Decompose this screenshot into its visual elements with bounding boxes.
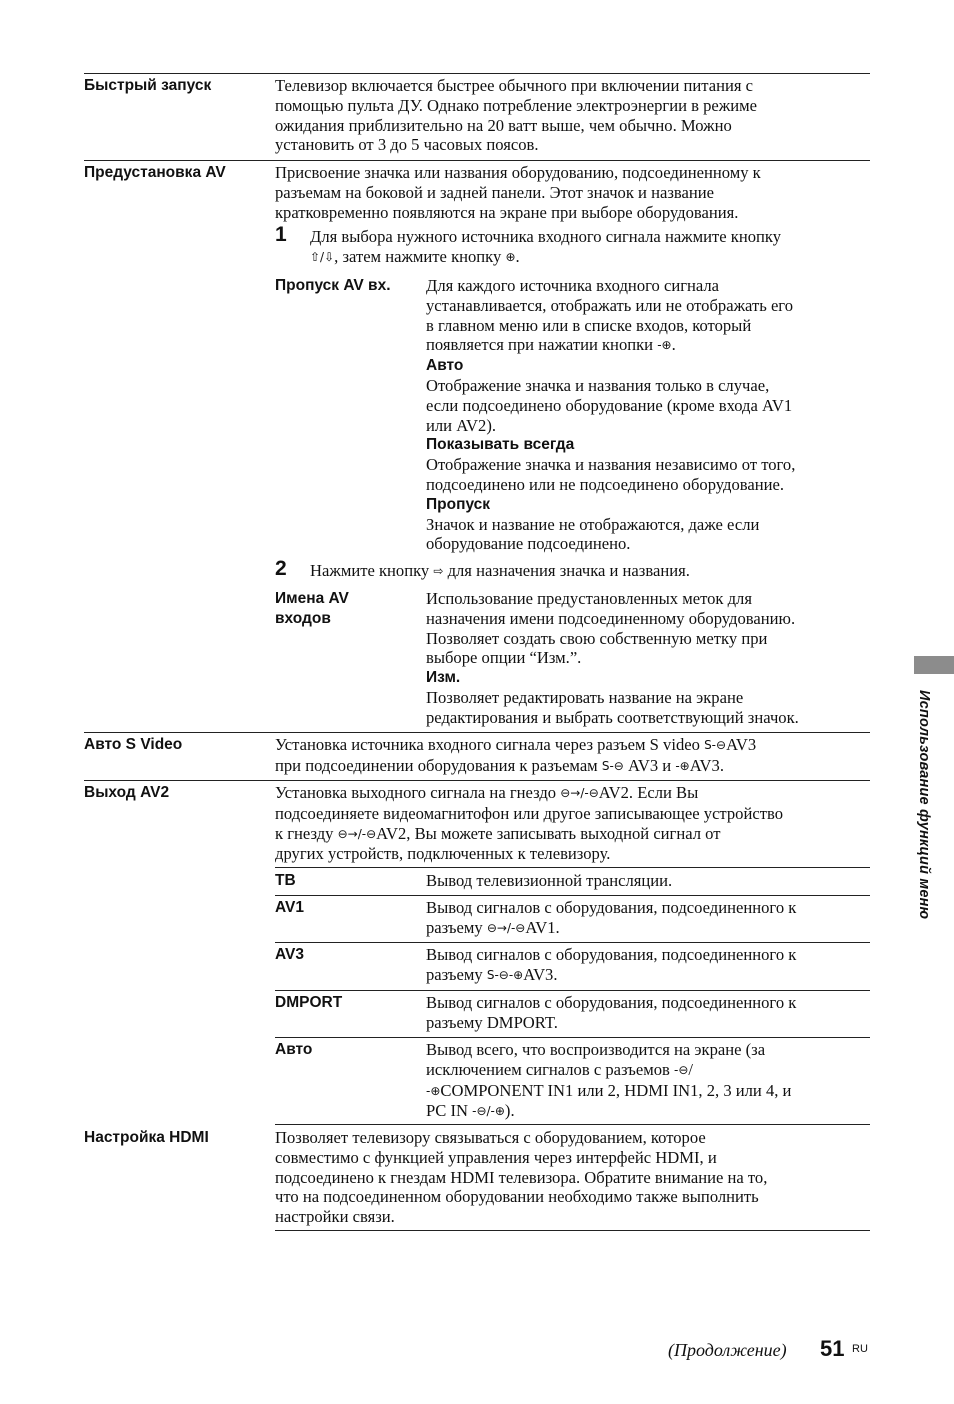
- svideo-input-icon: S-⊖: [486, 967, 509, 982]
- pc-input-icon: -⊖/-⊕: [472, 1104, 505, 1119]
- svideo-input-icon: S-⊖: [601, 758, 624, 773]
- step-2-text: Нажмите кнопку ⇨ для назначения значка и названия.: [310, 561, 690, 580]
- video-input-icon: -⊕: [508, 967, 524, 982]
- av2-sub-av1-label: AV1: [275, 899, 305, 916]
- hdmi-settings-description: Позволяет телевизору связываться с оборудованием, которое совместимо с функцией управления через интерфейс HDMI, и подсоединено к гнездам HDMI телевизора. Обратите внимание на то, что на подсоединенном оборудовании необходимо также выполнить настройки связи.: [275, 1128, 768, 1227]
- auto-svideo-description: Установка источника входного сигнала через разъем S video S-⊖AV3 при подсоединении оборудования к разъемам S-⊖ AV3 и -⊕AV3.: [275, 735, 757, 775]
- step-1-number: 1: [275, 223, 287, 246]
- section-tab-marker: [914, 656, 954, 674]
- section-side-title: Использование функций меню: [916, 690, 932, 920]
- quick-start-label: Быстрый запуск: [84, 77, 212, 94]
- rule-top: [84, 73, 870, 74]
- component-jack-icon: -⊖: [674, 1062, 689, 1077]
- av-names-label: Имена AV входов: [275, 590, 349, 627]
- option-edit: Изм.: [426, 669, 461, 687]
- component-input-icon: -⊕: [426, 1083, 441, 1098]
- step-1-text: Для выбора нужного источника входного сигнала нажмите кнопку ⇧/⇩, затем нажмите кнопку ⊕.: [310, 227, 782, 266]
- up-down-arrows-icon: ⇧/⇩: [310, 249, 335, 264]
- rule-bottom: [275, 1230, 870, 1231]
- in-out-jack-icon: ⊖→/-⊖: [560, 786, 599, 800]
- svideo-input-icon: S-⊖: [704, 738, 727, 752]
- rule-auto-svideo: [84, 780, 870, 781]
- rule-av2-sub-dmport: [275, 990, 870, 991]
- rule-hdmi: [275, 1124, 870, 1125]
- skip-av-description: Для каждого источника входного сигнала устанавливается, отображать или не отображать его в главном меню или в списке входов, который появляется при нажатии кнопки -⊕. Авто Отображение значка и названия только в случае, если подсоединено оборудование (кроме входа AV1 или AV2). Показывать всегда Отображение значка и названия независимо от того, подсоединено или не подсоединено оборудование. Пропуск Значок и название не отображаются, даже если оборудование подсоединено.: [426, 276, 796, 554]
- av2-sub-dmport-text: Вывод сигналов с оборудования, подсоединенного к разъему DMPORT.: [426, 993, 797, 1032]
- option-always-show: Показывать всегда: [426, 436, 575, 454]
- skip-av-label: Пропуск AV вх.: [275, 277, 391, 294]
- av-preset-description: Присвоение значка или названия оборудованию, подсоединенному к разъемам на боковой и задней панели. Этот значок и название кратковременно появляются на экране при выборе оборудования.: [275, 163, 761, 222]
- rule-av-preset: [84, 732, 870, 733]
- rule-quick-start: [84, 160, 870, 161]
- language-code: RU: [852, 1343, 868, 1355]
- av2-sub-auto-label: Авто: [275, 1041, 313, 1058]
- quick-start-description: Телевизор включается быстрее обычного при включении питания с помощью пульта ДУ. Однако потребление электроэнергии в режиме ожидания приблизительно на 20 ватт выше, чем обычно. Можно установить от 3 до 5 часовых поясов.: [275, 76, 757, 155]
- rule-av2-sub-tv: [275, 867, 870, 868]
- option-skip: Пропуск: [426, 495, 491, 513]
- in-out-jack-icon: ⊖→/-⊖: [337, 826, 377, 841]
- page-number: 51: [820, 1336, 845, 1361]
- video-input-icon: -⊕: [675, 758, 690, 773]
- av2-sub-av3-text: Вывод сигналов с оборудования, подсоединенного к разъему S-⊖-⊕AV3.: [426, 945, 797, 984]
- right-arrow-icon: ⇨: [433, 564, 444, 578]
- rule-av2-sub-av3: [275, 942, 870, 943]
- av2-sub-dmport-label: DMPORT: [275, 994, 343, 1011]
- option-auto: Авто: [426, 357, 464, 375]
- auto-svideo-label: Авто S Video: [84, 736, 183, 753]
- av2-sub-av1-text: Вывод сигналов с оборудования, подсоединенного к разъему ⊖→/-⊖AV1.: [426, 898, 797, 937]
- in-out-jack-icon: ⊖→/-⊖: [486, 920, 526, 935]
- av2-sub-auto-text: Вывод всего, что воспроизводится на экране (за исключением сигналов с разъемов -⊖/ -⊕COMPONENT IN1 или 2, HDMI IN1, 2, 3 или 4, и PC IN -⊖/-⊕).: [426, 1040, 792, 1121]
- enter-button-icon: ⊕: [505, 249, 516, 264]
- av2-sub-tv-text: Вывод телевизионной трансляции.: [426, 871, 673, 890]
- av2-output-description: Установка выходного сигнала на гнездо ⊖→/-⊖AV2. Если Вы подсоединяете видеомагнитофон или другое записывающее устройство к гнезду ⊖→/-⊖AV2, Вы можете записывать выходной сигнал от других устройств, подключенных к телевизору.: [275, 783, 783, 864]
- av-preset-label: Предустановка AV: [84, 164, 226, 181]
- rule-av2-sub-auto: [275, 1037, 870, 1038]
- continued-note: (Продолжение): [668, 1340, 787, 1360]
- av2-output-label: Выход AV2: [84, 784, 170, 801]
- rule-av2-sub-av1: [275, 895, 870, 896]
- av2-sub-av3-label: AV3: [275, 946, 305, 963]
- step-2-number: 2: [275, 557, 287, 580]
- av-names-description: Использование предустановленных меток для назначения имени подсоединенному оборудованию. Позволяет создать свою собственную метку при выборе опции “Изм.”. Изм. Позволяет редактировать название на экране редактирования и выбрать соответствующий значок.: [426, 589, 799, 727]
- input-select-icon: -⊕: [657, 338, 672, 353]
- av2-sub-tv-label: ТВ: [275, 872, 296, 889]
- hdmi-settings-label: Настройка HDMI: [84, 1129, 209, 1146]
